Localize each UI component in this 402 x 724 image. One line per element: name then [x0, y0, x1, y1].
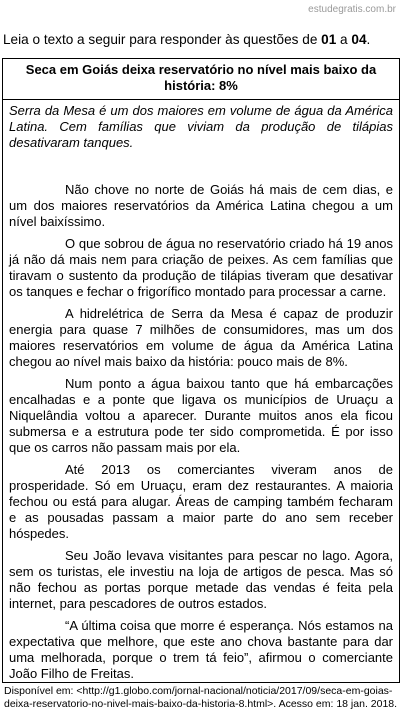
article-paragraph: Não chove no norte de Goiás há mais de cem dias, e um dos maiores reservatórios da América Latina chegou a um nível baixíssimo.	[9, 182, 393, 229]
article-paragraph: “A última coisa que morre é esperança. Nós estamos na expectativa que melhore, que este ano chova bastante para dar uma melhorada, porque o trem tá feio”, afirmou o comerciante João Filho de Freitas.	[9, 618, 393, 681]
article-paragraph: A hidrelétrica de Serra da Mesa é capaz de produzir energia para quase 7 milhões de consumidores, mas um dos maiores reservatórios em volume de água da América Latina chegou ao nível mais baixo da história: pouco mais de 8%.	[9, 306, 393, 369]
source-citation: Disponível em: <http://g1.globo.com/jornal-nacional/noticia/2017/09/seca-em-goias-deixa-reservatorio-no-nivel-mais-baixo-da-historia-8.html>. Acesso em: 18 jan. 2018.	[4, 685, 398, 710]
article-paragraph: Até 2013 os comerciantes viveram anos de prosperidade. Só em Uruaçu, eram dez restaurantes. A maioria fechou ou está para alugar. Áreas de camping também fecharam e as pousadas passam a maior parte do ano sem receber hóspedes.	[9, 462, 393, 541]
article-headline: Seca em Goiás deixa reservatório no nível mais baixo da história: 8%	[3, 59, 399, 100]
instruction-prefix: Leia o texto a seguir para responder às questões de	[3, 32, 322, 47]
article-body	[3, 182, 399, 682]
question-end-number: 04	[351, 32, 367, 47]
article-subhead: Serra da Mesa é um dos maiores em volume de água da América Latina. Cem famílias que viviam da produção de tilápias desativaram tanques.	[9, 103, 393, 150]
question-start-number: 01	[321, 32, 337, 47]
site-watermark: estudegratis.com.br	[308, 4, 396, 15]
article-paragraph: Num ponto a água baixou tanto que há embarcações encalhadas e a ponte que ligava os municípios de Uruaçu a Niquelândia voltou a aparecer. Durante muitos anos ela ficou submersa e a estrutura pode ter sido comprometida. É por isso que os carros não passam mais por ela.	[9, 376, 393, 455]
article-paragraph: Seu João levava visitantes para pescar no lago. Agora, sem os turistas, ele investiu na loja de artigos de pesca. Mas só não fechou as portas porque metade das vendas é feita pela internet, para pescadores de outros estados.	[9, 548, 393, 611]
question-instruction	[3, 31, 399, 48]
instruction-connector: a	[336, 32, 352, 47]
instruction-suffix: .	[366, 32, 371, 47]
article-paragraph: O que sobrou de água no reservatório criado há 19 anos já não dá mais nem para criação de peixes. As cem famílias que tiravam o sustento da produção de tilápias tiveram que desativar os tanques e fechar o frigorífico montado para processar a carne.	[9, 236, 393, 299]
article-box	[2, 58, 400, 683]
